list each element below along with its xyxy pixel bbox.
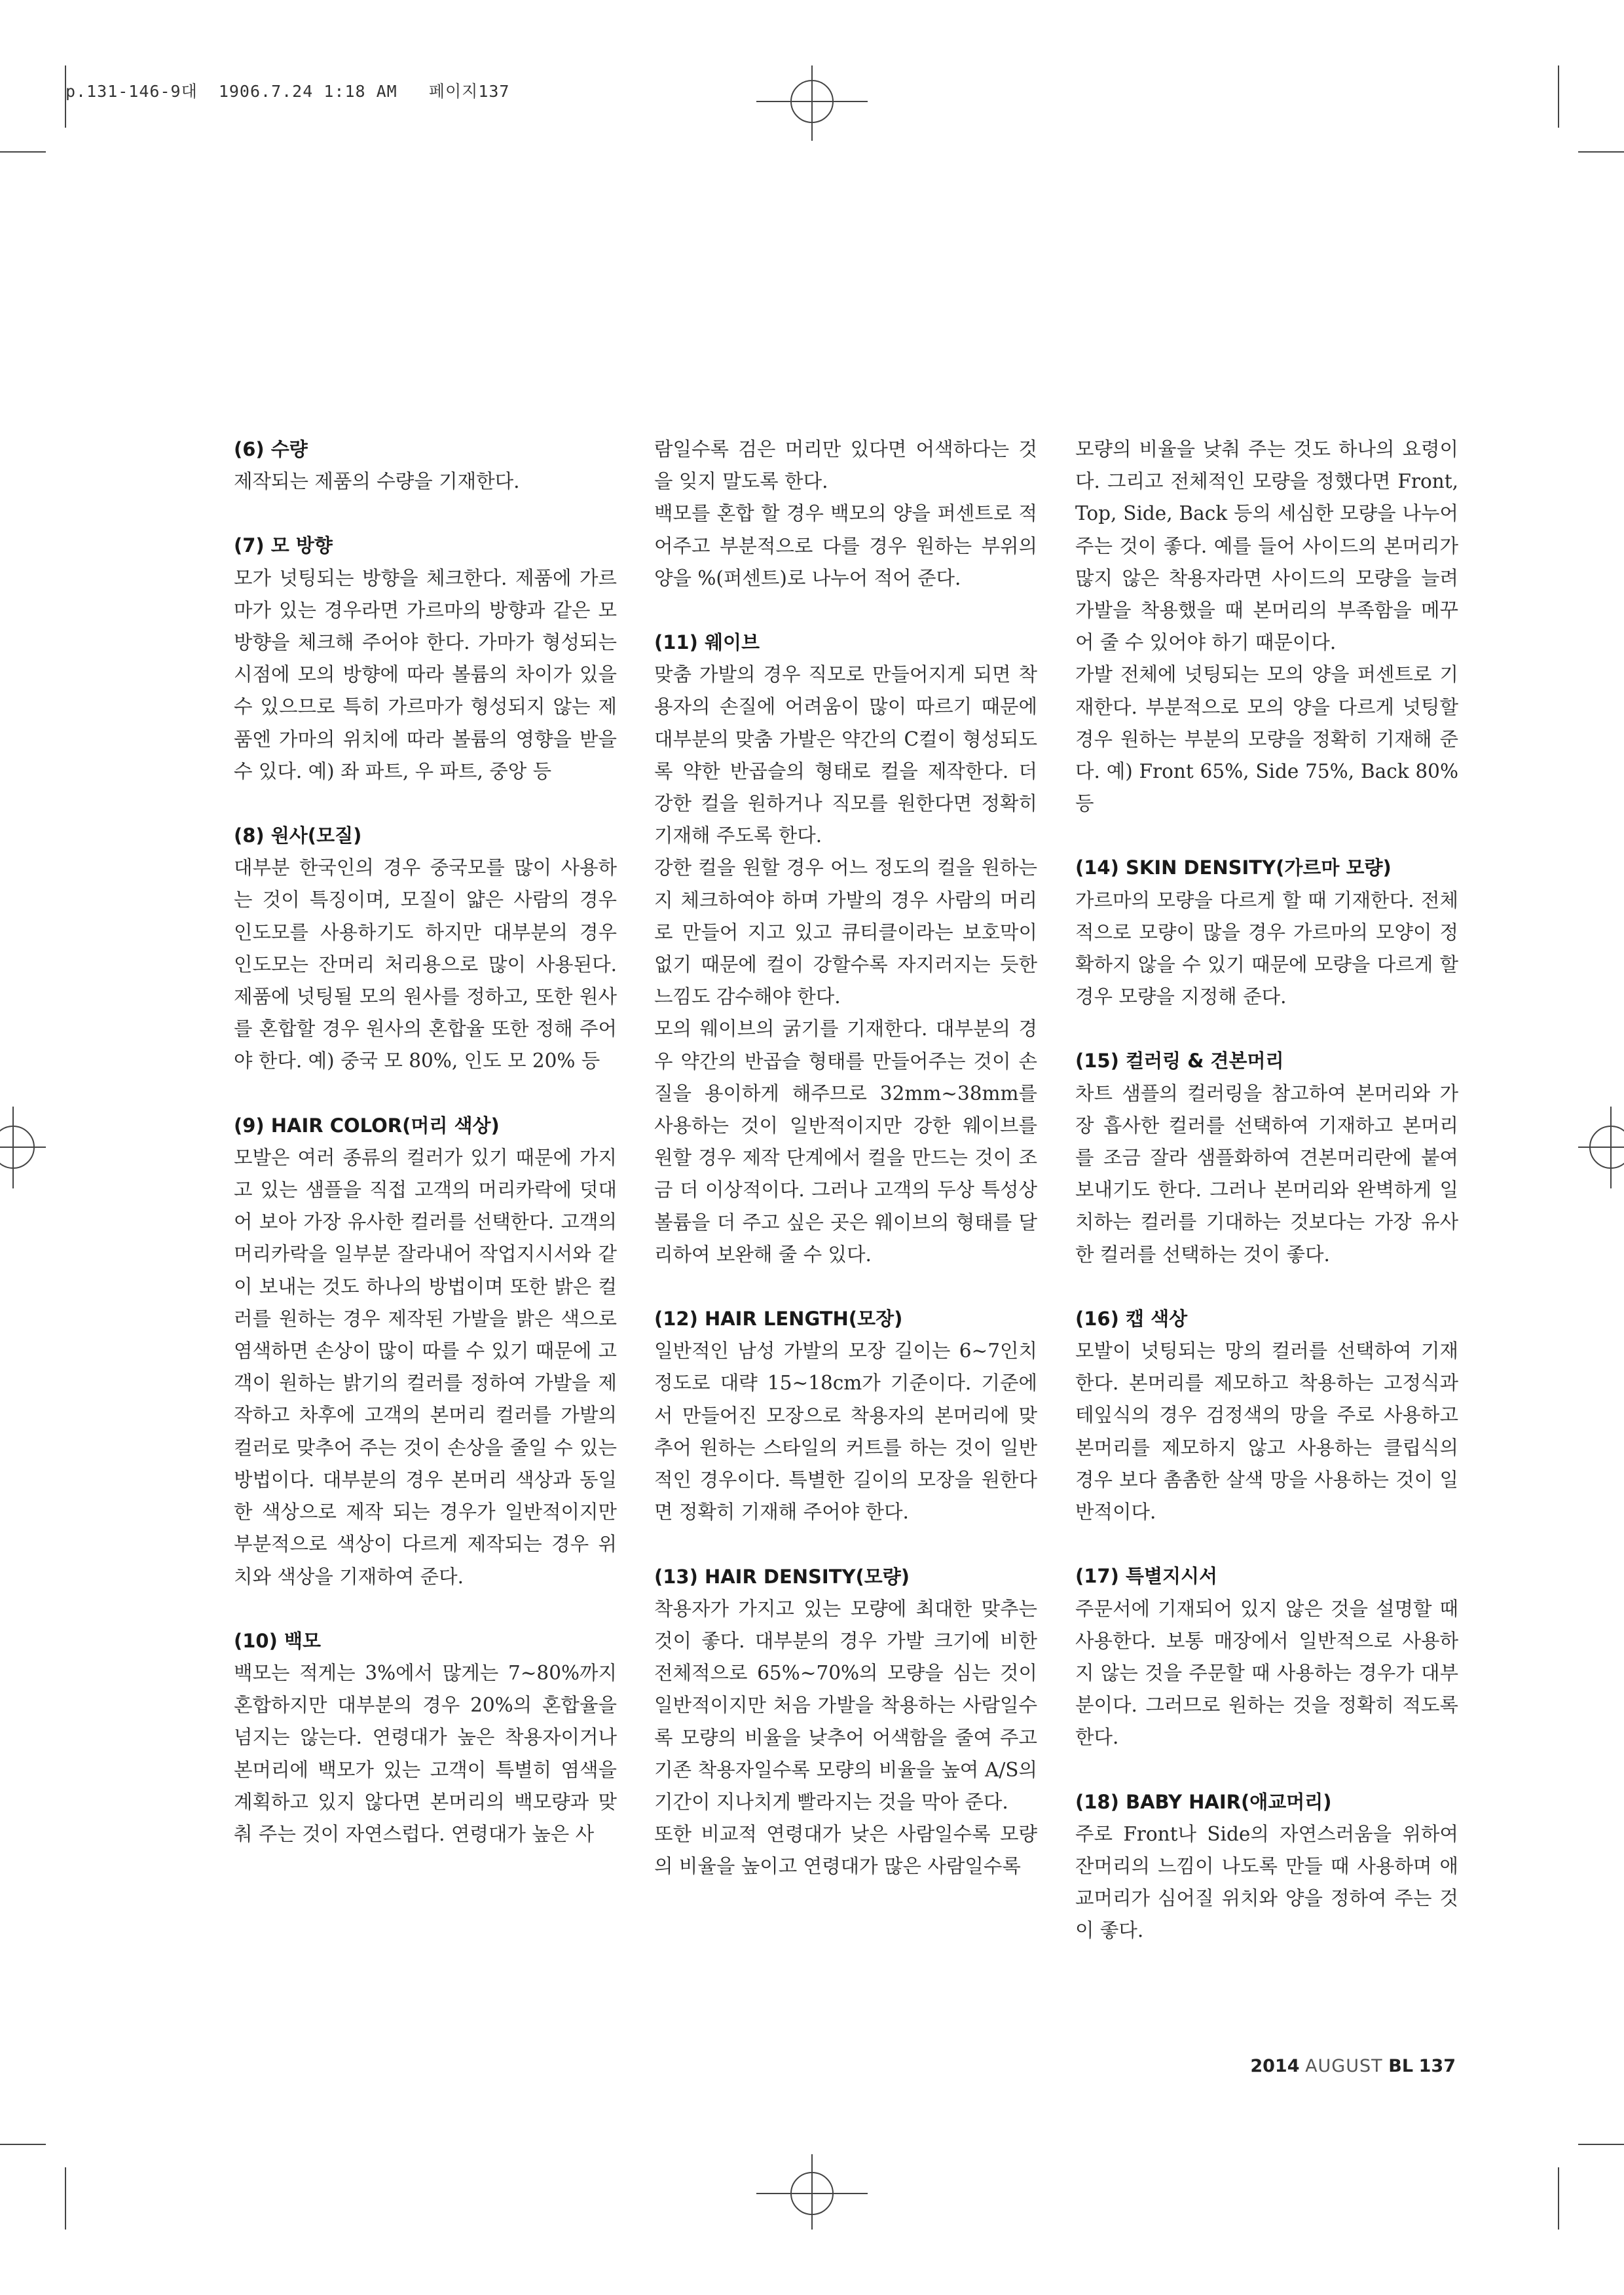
section-paragraph: 모량의 비율을 낮춰 주는 것도 하나의 요령이다. 그리고 전체적인 모량을 정했다면 Front, Top, Side, Back 등의 세심한 모량을 나누어 주는 것이 좋다. 예를 들어 사이드의 본머리가 많지 않은 착용자라면 사이드의 모량을 늘려 가발을 착용했을 때 본머리의 부족함을 메꾸어 줄 수 있어야 하기 때문이다.	[1075, 438, 1458, 654]
slug-page: 페이지137	[428, 82, 510, 101]
registration-mark-top	[756, 65, 868, 141]
section-paragraph: 제작되는 제품의 수량을 기재한다.	[234, 470, 520, 493]
text-column-1	[234, 433, 617, 1882]
section-heading: (14) SKIN DENSITY(가르마 모량)	[1075, 856, 1392, 879]
section-paragraph: 차트 샘플의 컬러링을 참고하여 본머리와 가장 흡사한 컬러를 선택하여 기재하고 본머리를 조금 잘라 샘플화하여 견본머리란에 붙여 보내기도 한다. 그러나 본머리와 완벽하게 일치하는 컬러를 기대하는 것보다는 가장 유사한 컬러를 선택하는 것이 좋다.	[1075, 1082, 1458, 1266]
section-paragraph: 강한 컬을 원할 경우 어느 정도의 컬을 원하는지 체크하여야 하며 가발의 경우 사람의 머리로 만들어 지고 있고 큐티클이라는 보호막이 없기 때문에 컬이 강할수록 자지러지는 듯한 느낌도 감수해야 한다.	[654, 856, 1037, 1008]
section-heading: (12) HAIR LENGTH(모장)	[654, 1308, 903, 1331]
section-paragraph: 주로 Front나 Side의 자연스러움을 위하여 잔머리의 느낌이 나도록 만들 때 사용하며 애교머리가 심어질 위치와 양을 정하여 주는 것이 좋다.	[1075, 1822, 1458, 1942]
folio-page-number: 137	[1418, 2056, 1456, 2076]
section-hair-direction	[234, 530, 617, 788]
section-paragraph: 대부분 한국인의 경우 중국모를 많이 사용하는 것이 특징이며, 모질이 얇은 사람의 경우 인도모를 사용하기도 하지만 대부분의 경우 인도모는 잔머리 처리용으로 많이 사용된다. 제품에 넛팅될 모의 원사를 정하고, 또한 원사를 혼합할 경우 원사의 혼합율 또한 정해 주어야 한다. 예) 중국 모 80%, 인도 모 20% 등	[234, 856, 617, 1073]
folio-month: AUGUST	[1305, 2056, 1383, 2076]
section-paragraph: 모발이 넛팅되는 망의 컬러를 선택하여 기재한다. 본머리를 제모하고 착용하는 고정식과 테잎식의 경우 검정색의 망을 주로 사용하고 본머리를 제모하지 않고 사용하는 클립식의 경우 보다 촘촘한 살색 망을 사용하는 것이 일반적이다.	[1075, 1340, 1458, 1524]
registration-mark-right	[1578, 1107, 1624, 1188]
text-column-3	[1075, 433, 1458, 1979]
section-hair-density-continued	[1075, 433, 1458, 820]
section-paragraph: 일반적인 남성 가발의 모장 길이는 6~7인치 정도로 대략 15~18cm가 기준이다. 기준에서 만들어진 모장으로 착용자의 본머리에 맞추어 원하는 스타일의 커트를 하는 것이 일반적인 경우이다. 특별한 길이의 모장을 원한다면 정확히 기재해 주어야 한다.	[654, 1340, 1037, 1524]
section-heading: (9) HAIR COLOR(머리 색상)	[234, 1114, 500, 1137]
page-folio	[1250, 2056, 1456, 2076]
section-coloring-sample	[1075, 1045, 1458, 1270]
section-paragraph: 가르마의 모량을 다르게 할 때 기재한다. 전체적으로 모량이 많을 경우 가르마의 모양이 정확하지 않을 수 있기 때문에 모량을 다르게 할 경우 모량을 지정해 준다.	[1075, 889, 1458, 1008]
folio-year: 2014	[1250, 2056, 1300, 2076]
slug-time: 1:18 AM	[323, 82, 397, 101]
section-heading: (11) 웨이브	[654, 631, 760, 654]
section-paragraph: 람일수록 검은 머리만 있다면 어색하다는 것을 잊지 말도록 한다.	[654, 438, 1037, 493]
section-paragraph: 모발은 여러 종류의 컬러가 있기 때문에 가지고 있는 샘플을 직접 고객의 머리카락에 덧대어 보아 가장 유사한 컬러를 선택한다. 고객의 머리카락을 일부분 잘라내어 작업지시서와 같이 보내는 것도 하나의 방법이며 또한 밝은 컬러를 원하는 경우 제작된 가발을 밝은 색으로 염색하면 손상이 많이 따를 수 있기 때문에 고객이 원하는 밝기의 컬러를 정하여 가발을 제작하고 차후에 고객의 본머리 컬러를 가발의 컬러로 맞추어 주는 것이 손상을 줄일 수 있는 방법이다. 대부분의 경우 본머리 색상과 동일한 색상으로 제작 되는 경우가 일반적이지만 부분적으로 색상이 다르게 제작되는 경우 위치와 색상을 기재하여 준다.	[234, 1146, 617, 1588]
section-wave	[654, 627, 1037, 1271]
section-gray-hair	[234, 1625, 617, 1850]
section-quantity	[234, 433, 617, 498]
section-heading: (18) BABY HAIR(애교머리)	[1075, 1790, 1332, 1813]
section-heading: (8) 원사(모질)	[234, 824, 362, 847]
text-column-2	[654, 433, 1037, 1915]
section-paragraph: 또한 비교적 연령대가 낮은 사람일수록 모량의 비율을 높이고 연령대가 많은 사람일수록	[654, 1823, 1037, 1878]
registration-mark-left	[0, 1107, 46, 1188]
section-heading: (16) 캡 색상	[1075, 1307, 1188, 1330]
section-paragraph: 모가 넛팅되는 방향을 체크한다. 제품에 가르마가 있는 경우라면 가르마의 방향과 같은 모 방향을 체크해 주어야 한다. 가마가 형성되는 시점에 모의 방향에 따라 볼륨의 차이가 있을 수 있으므로 특히 가르마가 형성되지 않는 제품엔 가마의 위치에 따라 볼륨의 영향을 받을 수 있다. 예) 좌 파트, 우 파트, 중앙 등	[234, 566, 617, 782]
section-paragraph: 가발 전체에 넛팅되는 모의 양을 퍼센트로 기재한다. 부분적으로 모의 양을 다르게 넛팅할 경우 원하는 부분의 모량을 정확히 기재해 준다. 예) Front 65%, Side 75%, Back 80% 등	[1075, 663, 1458, 815]
section-hair-density	[654, 1561, 1037, 1883]
section-skin-density	[1075, 852, 1458, 1013]
section-heading: (7) 모 방향	[234, 534, 333, 557]
folio-magazine: BL	[1388, 2056, 1414, 2076]
slug-file: p.131-146-9대	[65, 82, 198, 101]
section-paragraph: 백모는 적게는 3%에서 많게는 7~80%까지 혼합하지만 대부분의 경우 20%의 혼합율을 넘지는 않는다. 연령대가 높은 착용자이거나 본머리에 백모가 있는 고객이 특별히 염색을 계획하고 있지 않다면 본머리의 백모량과 맞춰 주는 것이 자연스럽다. 연령대가 높은 사	[234, 1661, 617, 1845]
section-paragraph: 모의 웨이브의 굵기를 기재한다. 대부분의 경우 약간의 반곱슬 형태를 만들어주는 것이 손질을 용이하게 해주므로 32mm~38mm를 사용하는 것이 일반적이지만 강한 웨이브를 원할 경우 제작 단계에서 컬을 만드는 것이 조금 더 이상적이다. 그러나 고객의 두상 특성상 볼륨을 더 주고 싶은 곳은 웨이브의 형태를 달리하여 보완해 줄 수 있다.	[654, 1018, 1037, 1266]
section-cap-color	[1075, 1303, 1458, 1528]
section-baby-hair	[1075, 1786, 1458, 1947]
slug-date: 1906.7.24	[218, 82, 314, 101]
section-gray-hair-continued	[654, 433, 1037, 595]
section-hair-length	[654, 1303, 1037, 1528]
section-heading: (17) 특별지시서	[1075, 1565, 1218, 1588]
section-paragraph: 맞춤 가발의 경우 직모로 만들어지게 되면 착용자의 손질에 어려움이 많이 따르기 때문에 대부분의 맞춤 가발은 약간의 C컬이 형성되도록 약한 반곱슬의 형태로 컬을 제작한다. 더 강한 컬을 원하거나 직모를 원한다면 정확히 기재해 주도록 한다.	[654, 663, 1037, 847]
section-special-instructions	[1075, 1560, 1458, 1753]
section-heading: (6) 수량	[234, 438, 308, 460]
section-heading: (10) 백모	[234, 1629, 321, 1652]
section-paragraph: 착용자가 가지고 있는 모량에 최대한 맞추는 것이 좋다. 대부분의 경우 가발 크기에 비한 전체적으로 65%~70%의 모량을 심는 것이 일반적이지만 처음 가발을 착용하는 사람일수록 모량의 비율을 낮추어 어색함을 줄여 주고 기존 착용자일수록 모량의 비율을 높여 A/S의 기간이 지나치게 빨라지는 것을 막아 준다.	[654, 1597, 1037, 1813]
section-paragraph: 주문서에 기재되어 있지 않은 것을 설명할 때 사용한다. 보통 매장에서 일반적으로 사용하지 않는 것을 주문할 때 사용하는 경우가 대부분이다. 그러므로 원하는 것을 정확히 적도록 한다.	[1075, 1597, 1458, 1749]
section-hair-material	[234, 820, 617, 1078]
section-paragraph: 백모를 혼합 할 경우 백모의 양을 퍼센트로 적어주고 부분적으로 다를 경우 원하는 부위의 양을 %(퍼센트)로 나누어 적어 준다.	[654, 502, 1037, 589]
section-heading: (13) HAIR DENSITY(모량)	[654, 1565, 910, 1588]
section-heading: (15) 컬러링 & 견본머리	[1075, 1050, 1284, 1073]
section-hair-color	[234, 1110, 617, 1593]
registration-mark-bottom	[756, 2154, 868, 2230]
